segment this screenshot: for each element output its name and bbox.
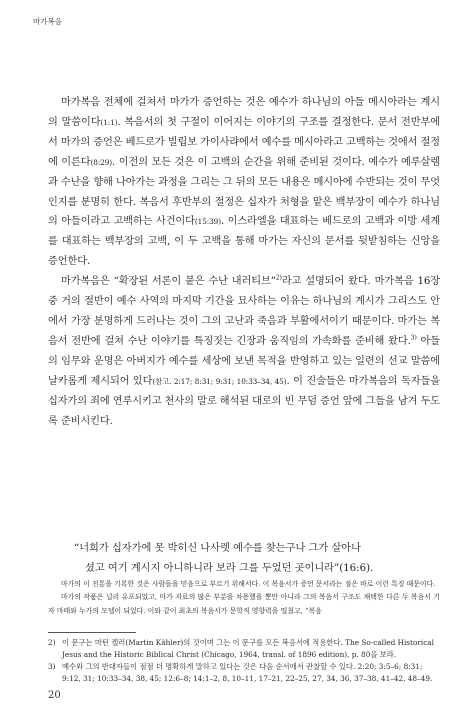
paragraph-passion-narrative: 마가복음은 “확장된 서론이 붙은 수난 내러티브”$^{2)}$라고 설명되어 왔다. 마가복음 16장 중 거의 절반이 예수 사역의 마지막 기간을 묘사하는 이유는 하나님의 계시가 그리스도 안에서 가장 분명하게 드러나는 것이 그의 고난과 죽음과 부활에서이기 때문이다. 마가는 복음서 전반에 걸쳐 수난 이야기를 특징짓는 긴장과 움직임의 가속화를 준비해 왔다.$^{3)}$ 아들의 임무와 운명은 아버지가 예수를 세상에 보낸 목적을 반영하고 있는 일련의 선교 말씀에 날카롭게 제시되어 있다(참고. 2:17; 8:31; 9:31; 10:33–34, 45). 이 진술들은 마가복음의 독자들을 십자가의 죄에 연루시키고 천사의 말로 해석된 대로의 빈 무덤 증언 앞에 그들을 남겨 두도록 준비시킨다.	[48, 274, 440, 427]
footnote-2	[48, 637, 440, 661]
footnotes	[48, 637, 440, 685]
footnote-number: 2)	[48, 638, 56, 647]
paragraph-literary-influence: 마가의 작품은 널리 유포되었고, 마가 자료의 많은 부분을 차용했을 뿐만 아니라 그의 복음서 구조도 채택한 다른 두 복음서 기자 마태와 누가의 모델이 되었다. 이와 같이 최초의 복음서가 문학적 영향력을 떨쳤고, “복음	[48, 593, 440, 615]
footnote-3	[48, 661, 440, 685]
paragraph-witness-document: 마가의 이 전통을 기록한 것은 사람들을 믿음으로 부르기 위해서다. 이 복음서가 증언 문서라는 점은 바로 이런 특징 때문이다.	[61, 580, 436, 588]
body-text-continued	[48, 578, 440, 618]
block-quote	[74, 539, 414, 579]
footnote-ref-3[interactable]: 3)	[410, 334, 417, 342]
footnote-divider	[48, 632, 136, 633]
running-header: 마가복음	[33, 17, 62, 26]
quote-line-2: 셨고 여기 계시지 아니하니라 보라 그를 두었던 곳이니라”(16:6).	[85, 562, 374, 574]
page-number: 20	[48, 690, 61, 701]
footnote-text: 예수와 그의 반대자들이 점점 더 명확하게 말하고 있다는 것은 다음 순서에서 관찰할 수 있다. 2:20; 3:5–6; 8:31; 9:12, 31; 10:33–34, 38, 45; 12:6–8; 14:1–2, 8, 10–11, 17–21, 22–25, 27, 34, 36, 37–38, 41–42, 48–49.	[62, 662, 433, 683]
footnote-number: 3)	[48, 662, 56, 671]
quote-line-1: “너희가 십자가에 못 박히신 나사렛 예수를 찾는구나 그가 살아나	[74, 543, 361, 554]
footnote-text: 이 문구는 마틴 켈러(Martin Kähler)의 것이며 그는 이 문구를 모든 복음서에 적용한다. The So-called Historical Jesus and the Historic Biblical Christ (Chicago, 1964, transl. of 1896 edition), p. 80을 보라.	[62, 638, 434, 659]
paragraph-messiah-confession: 마가복음 전체에 걸쳐서 마가가 증언하는 것은 예수가 하나님의 아들 메시아라는 계시의 말씀이다(1:1). 복음서의 첫 구절이 이어지는 이야기의 구조를 결정한다. 문서 전반부에서 마가의 증언은 베드로가 빌립보 가이사랴에서 예수를 메시아라고 고백하는 것에서 절정에 이른다(8:29). 이전의 모든 것은 이 고백의 순간을 위해 준비된 것이다. 예수가 예루살렘과 수난을 향해 나아가는 과정을 그리는 그 뒤의 모든 내용은 메시아에 수반되는 것이 무엇인지를 분명히 한다. 복음서 후반부의 절정은 십자가 처형을 맡은 백부장이 예수가 하나님의 아들이라고 고백하는 사건이다(15:39). 이스라엘을 대표하는 베드로의 고백과 이방 세계를 대표하는 백부장의 고백, 이 두 고백을 통해 마가는 자신의 문서를 뒷받침하는 신앙을 증언한다.	[48, 97, 441, 268]
body-text	[48, 93, 440, 431]
footnote-ref-2[interactable]: 2)	[275, 274, 282, 282]
